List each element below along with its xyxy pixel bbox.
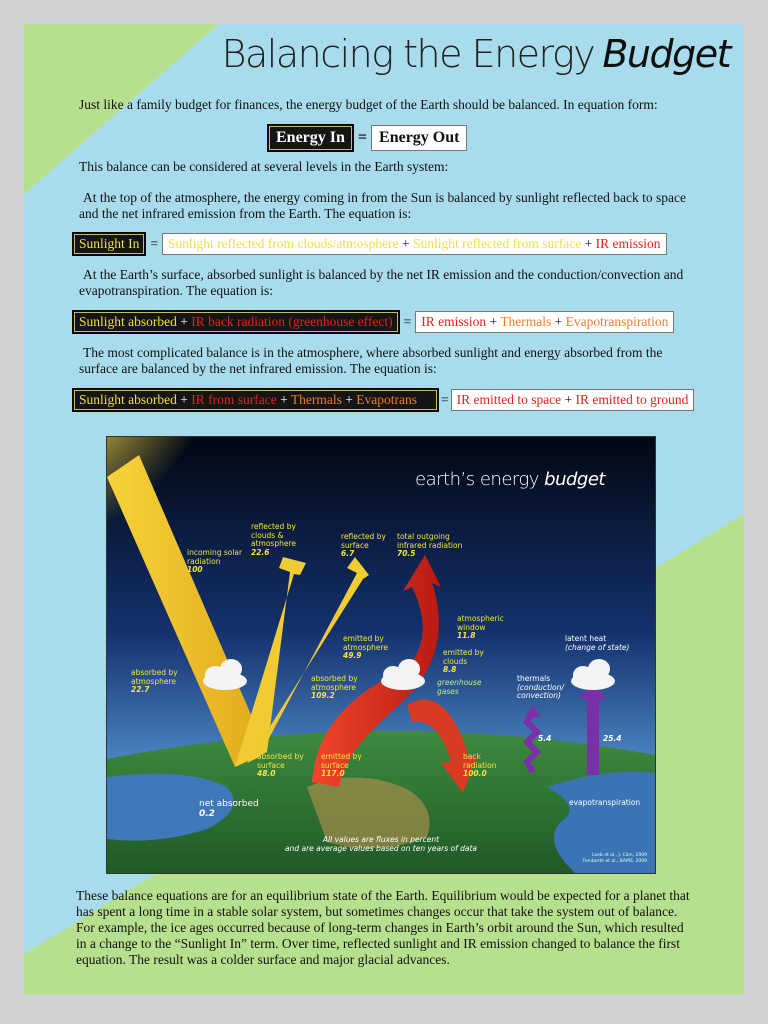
label-reflected-surface: [341, 533, 391, 559]
closing-text: These balance equations are for an equilibrium state of the Earth. Equilibrium would be expected for a planet that has spent a long time in a stable solar system, but sometimes changes occur that take the system out of balance. For example, the ice ages occurred because of long-term changes in Earth’s orbit around the Sun, which resulted in a change to the “Sunlight In” term. Over time, reflected sunlight and IR emission changed to balance the first equation. The result was a colder surface and major glacial advances.: [76, 888, 690, 967]
levels-text: This balance can be considered at several levels in the Earth system:: [79, 159, 449, 174]
eq1-right-box: [162, 233, 667, 255]
eq3-plus-1: +: [180, 392, 188, 407]
eq3-term-ir-surface: IR from surface: [191, 392, 277, 407]
label-greenhouse-gases: greenhouse gases: [437, 678, 482, 696]
eq1-term-clouds: Sunlight reflected from clouds/atmosphere: [168, 236, 399, 251]
energy-in-box: Energy In: [267, 124, 354, 152]
label-atmospheric-window-name: atmospheric window: [457, 614, 504, 632]
eq2-plus-2: +: [489, 314, 498, 329]
eq2-plus-3: +: [554, 314, 563, 329]
label-absorbed-surface-value: 48.0: [257, 769, 276, 778]
label-total-outgoing-value: 70.5: [397, 549, 416, 558]
diagram-credit-line-1: Loeb et al., J. Clim, 2009: [591, 853, 647, 858]
eq2-term-thermals: Thermals: [500, 314, 552, 329]
label-emitted-clouds-value: 8.8: [443, 665, 457, 674]
surface-equation: [72, 310, 674, 334]
energy-budget-diagram: [106, 436, 656, 874]
label-emitted-clouds: [443, 649, 487, 675]
atmosphere-text: The most complicated balance is in the atmosphere, where absorbed sunlight and energy absorbed from the surface are balanced by the net infrared emission. The equation is:: [79, 345, 663, 376]
label-emitted-surface-value: 117.0: [321, 769, 345, 778]
net-absorbed-value: 0.2: [199, 809, 215, 819]
eq1-term-ir: IR emission: [595, 236, 661, 251]
toa-text: At the top of the atmosphere, the energy coming in from the Sun is balanced by sunlight reflected back to space and the net infrared emission from the Earth. The equation is:: [79, 190, 686, 221]
eq1-plus-1: +: [401, 236, 410, 251]
label-latent-heat-value: 25.4: [603, 734, 622, 743]
eq2-equals: =: [403, 314, 412, 329]
eq2-term-evapo: Evapotranspiration: [565, 314, 669, 329]
label-atmospheric-window-value: 11.8: [457, 631, 476, 640]
label-thermals-sub: (conduction/ convection): [517, 682, 564, 700]
diagram-credit-line-2: Trenberth et al., BAMS, 2009: [582, 858, 647, 864]
eq3-right-box: [451, 389, 695, 411]
label-reflected-surface-name: reflected by surface: [341, 532, 386, 550]
eq2-term-back-radiation: IR back radiation (greenhouse effect): [191, 314, 393, 329]
eq1-term-surface: Sunlight reflected from surface: [412, 236, 582, 251]
label-back-radiation-name: back radiation: [463, 752, 497, 770]
intro-text: Just like a family budget for finances, the energy budget of the Earth should be balanced. In equation form:: [79, 97, 658, 112]
label-emitted-atmosphere-name: emitted by atmosphere: [343, 634, 388, 652]
eq2-plus-1: +: [180, 314, 188, 329]
eq3-plus-4: +: [564, 392, 573, 407]
label-emitted-atmosphere-value: 49.9: [343, 651, 362, 660]
label-incoming-solar: [187, 549, 247, 575]
title-main: Balancing the Energy: [221, 32, 595, 76]
eq1-plus-2: +: [584, 236, 593, 251]
diagram-title: [415, 469, 605, 490]
latent-heat-arrow: [587, 695, 599, 775]
label-absorbed-atmosphere-middle-name: absorbed by atmosphere: [311, 674, 358, 692]
label-latent-heat-name: latent heat: [565, 634, 607, 643]
label-reflected-surface-value: 6.7: [341, 549, 355, 558]
label-absorbed-atmosphere-left: [131, 669, 181, 695]
label-thermals-name: thermals: [517, 674, 551, 683]
eq3-plus-2: +: [280, 392, 288, 407]
eq3-term-evapo: Evapotrans: [356, 392, 417, 407]
net-absorbed: [199, 799, 259, 819]
eq2-right-box: [415, 311, 674, 333]
title-emphasis: Budget: [602, 32, 730, 76]
eq3-term-space: IR emitted to space: [456, 392, 562, 407]
label-reflected-clouds-name: reflected by clouds & atmosphere: [251, 522, 296, 548]
label-reflected-clouds-value: 22.6: [251, 547, 270, 557]
label-back-radiation: [463, 753, 503, 779]
label-emitted-surface-name: emitted by surface: [321, 752, 362, 770]
atmosphere-equation: [72, 388, 694, 412]
label-back-radiation-value: 100.0: [463, 769, 487, 778]
eq2-left-box: [72, 310, 400, 334]
label-atmospheric-window: [457, 615, 507, 641]
equals-sign: =: [357, 129, 368, 146]
label-absorbed-surface: [257, 753, 307, 779]
label-emitted-surface: [321, 753, 365, 779]
label-incoming-solar-value: 100: [187, 565, 203, 574]
diagram-title-emphasis: budget: [544, 469, 605, 490]
eq2-term-ir: IR emission: [421, 314, 487, 329]
label-thermals-value: 5.4: [538, 734, 552, 743]
eq3-term-ground: IR emitted to ground: [575, 392, 689, 407]
label-total-outgoing: [397, 533, 467, 559]
eq1-left-box: Sunlight In: [72, 232, 146, 256]
eq3-equals: =: [440, 392, 449, 407]
label-evapotranspiration: evapotranspiration: [569, 798, 641, 807]
main-equation: [267, 124, 467, 152]
label-absorbed-surface-name: absorbed by surface: [257, 752, 304, 770]
label-absorbed-atmosphere-middle-value: 109.2: [311, 691, 335, 700]
diagram-note-line-1: All values are fluxes in percent: [322, 835, 440, 844]
label-absorbed-atmosphere-left-value: 22.7: [131, 685, 150, 694]
label-emitted-clouds-name: emitted by clouds: [443, 648, 484, 666]
eq2-term-sunlight: Sunlight absorbed: [79, 314, 177, 329]
diagram-title-main: earth’s energy: [415, 469, 539, 490]
label-latent-heat-sub: (change of state): [565, 642, 630, 652]
eq3-term-sunlight: Sunlight absorbed: [79, 392, 177, 407]
eq3-term-thermals: Thermals: [290, 392, 342, 407]
energy-out-box: Energy Out: [371, 125, 467, 151]
label-absorbed-atmosphere-middle: [311, 675, 361, 701]
diagram-note-line-2: and are average values based on ten years of data: [284, 844, 477, 853]
label-thermals: [517, 675, 563, 701]
label-reflected-clouds: [251, 523, 301, 557]
page-title: [222, 32, 730, 76]
label-absorbed-atmosphere-left-name: absorbed by atmosphere: [131, 668, 178, 686]
eq3-left-box: [72, 388, 439, 412]
net-absorbed-name: net absorbed: [199, 799, 259, 809]
surface-text: At the Earth’s surface, absorbed sunlight is balanced by the net IR emission and the conduction/convection and evapotranspiration. The equation is:: [79, 267, 684, 298]
label-emitted-atmosphere: [343, 635, 393, 661]
label-incoming-solar-name: incoming solar radiation: [187, 548, 243, 566]
page: [24, 24, 744, 994]
diagram-credit: [583, 853, 647, 864]
eq3-plus-3: +: [345, 392, 353, 407]
toa-equation: [72, 232, 667, 256]
label-total-outgoing-name: total outgoing infrared radiation: [397, 532, 463, 550]
eq1-equals: =: [150, 236, 159, 251]
diagram-note: [107, 835, 655, 853]
label-latent-heat: [565, 635, 635, 652]
